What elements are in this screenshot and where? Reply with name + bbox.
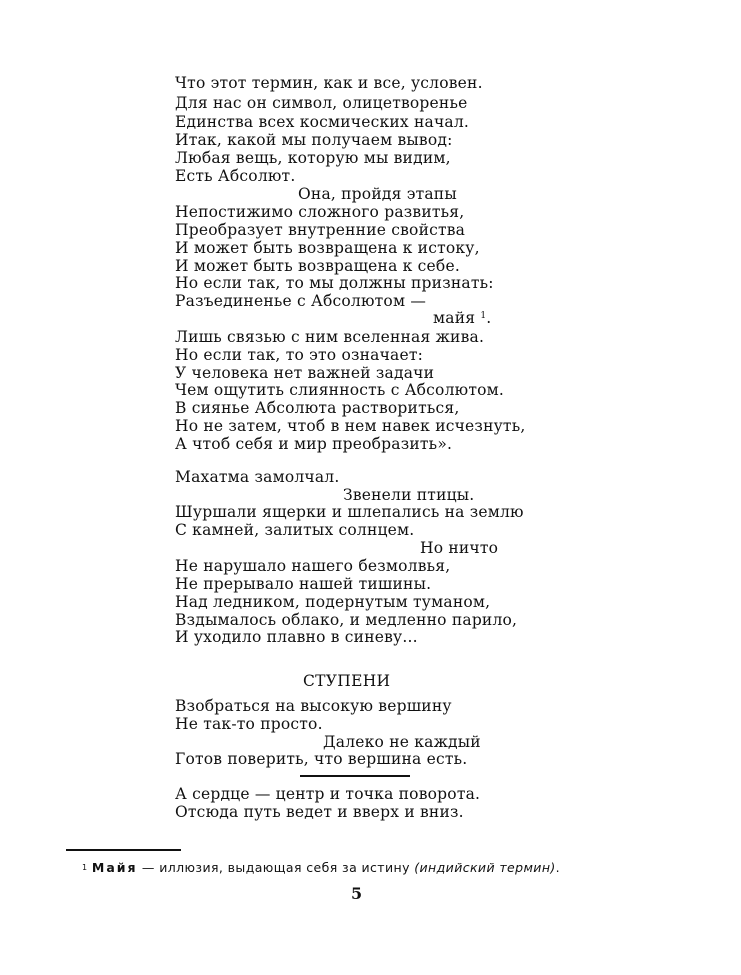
poem-line: Махатма замолчал. — [175, 468, 340, 486]
footnote-separator — [66, 849, 181, 851]
maya-word: майя — [433, 309, 476, 327]
footnote-text: иллюзия, выдающая себя за истину — [159, 860, 415, 875]
poem-line: Не прерывало нашей тишины. — [175, 575, 432, 593]
poem-line: Непостижимо сложного развитья, — [175, 203, 465, 221]
poem-line: Но если так, то мы должны признать: — [175, 274, 494, 292]
poem-line: Но если так, то это означает: — [175, 346, 424, 364]
poem-line: Звенели птицы. — [343, 486, 475, 504]
poem-line: Для нас он символ, олицетворенье — [175, 94, 468, 112]
section-line: Не так-то просто. — [175, 715, 323, 733]
section-line: Отсюда путь ведет и вверх и вниз. — [175, 803, 464, 821]
maya-period: . — [486, 309, 492, 327]
poem-line: Она, пройдя этапы — [298, 185, 457, 203]
poem-line-maya — [433, 309, 491, 327]
poem-line: Любая вещь, которую мы видим, — [175, 149, 451, 167]
poem-line: И может быть возвращена к истоку, — [175, 239, 480, 257]
poem-line: Не нарушало нашего безмолвья, — [175, 557, 451, 575]
poem-line: Чем ощутить слиянность с Абсолютом. — [175, 381, 505, 399]
poem-line: Но ничто — [420, 539, 499, 557]
poem-line: Вздымалось облако, и медленно парило, — [175, 611, 518, 629]
footnote-end: . — [555, 860, 561, 875]
footnote-dash: — — [137, 860, 160, 875]
poem-line: Но не затем, чтоб в нем навек исчезнуть, — [175, 417, 526, 435]
page-number: 5 — [351, 884, 363, 903]
footnote-term: Майя — [91, 860, 138, 875]
poem-line: И может быть возвращена к себе. — [175, 257, 460, 275]
poem-line: И уходило плавно в синеву... — [175, 628, 418, 646]
footnote-mark: 1 — [480, 311, 487, 321]
poem-line: Разъединенье с Абсолютом — — [175, 292, 427, 310]
poem-line: В сиянье Абсолюта раствориться, — [175, 399, 460, 417]
section-line: А сердце — центр и точка поворота. — [175, 785, 481, 803]
poem-line: Есть Абсолют. — [175, 167, 296, 185]
section-line: Готов поверить, что вершина есть. — [175, 750, 468, 768]
poem-line: Над ледником, подернутым туманом, — [175, 593, 491, 611]
poem-line: Что этот термин, как и все, условен. — [175, 74, 483, 92]
poem-line: Итак, какой мы получаем вывод: — [175, 131, 453, 149]
poem-line: С камней, залитых солнцем. — [175, 521, 415, 539]
poem-line: Шуршали ящерки и шлепались на землю — [175, 503, 524, 521]
poem-line: Единства всех космических начал. — [175, 113, 470, 131]
poem-line: У человека нет важней задачи — [175, 364, 435, 382]
section-title: СТУПЕНИ — [303, 672, 391, 690]
footnote — [82, 860, 560, 876]
poem-line: Преобразует внутренние свойства — [175, 221, 466, 239]
section-line: Далеко не каждый — [323, 733, 481, 751]
poem-line: А чтоб себя и мир преобразить». — [175, 435, 453, 453]
section-line: Взобраться на высокую вершину — [175, 697, 452, 715]
footnote-number: 1 — [82, 863, 88, 872]
poem-line: Лишь связью с ним вселенная жива. — [175, 328, 485, 346]
section-divider — [300, 775, 410, 777]
footnote-note: (индийский термин) — [414, 860, 556, 875]
